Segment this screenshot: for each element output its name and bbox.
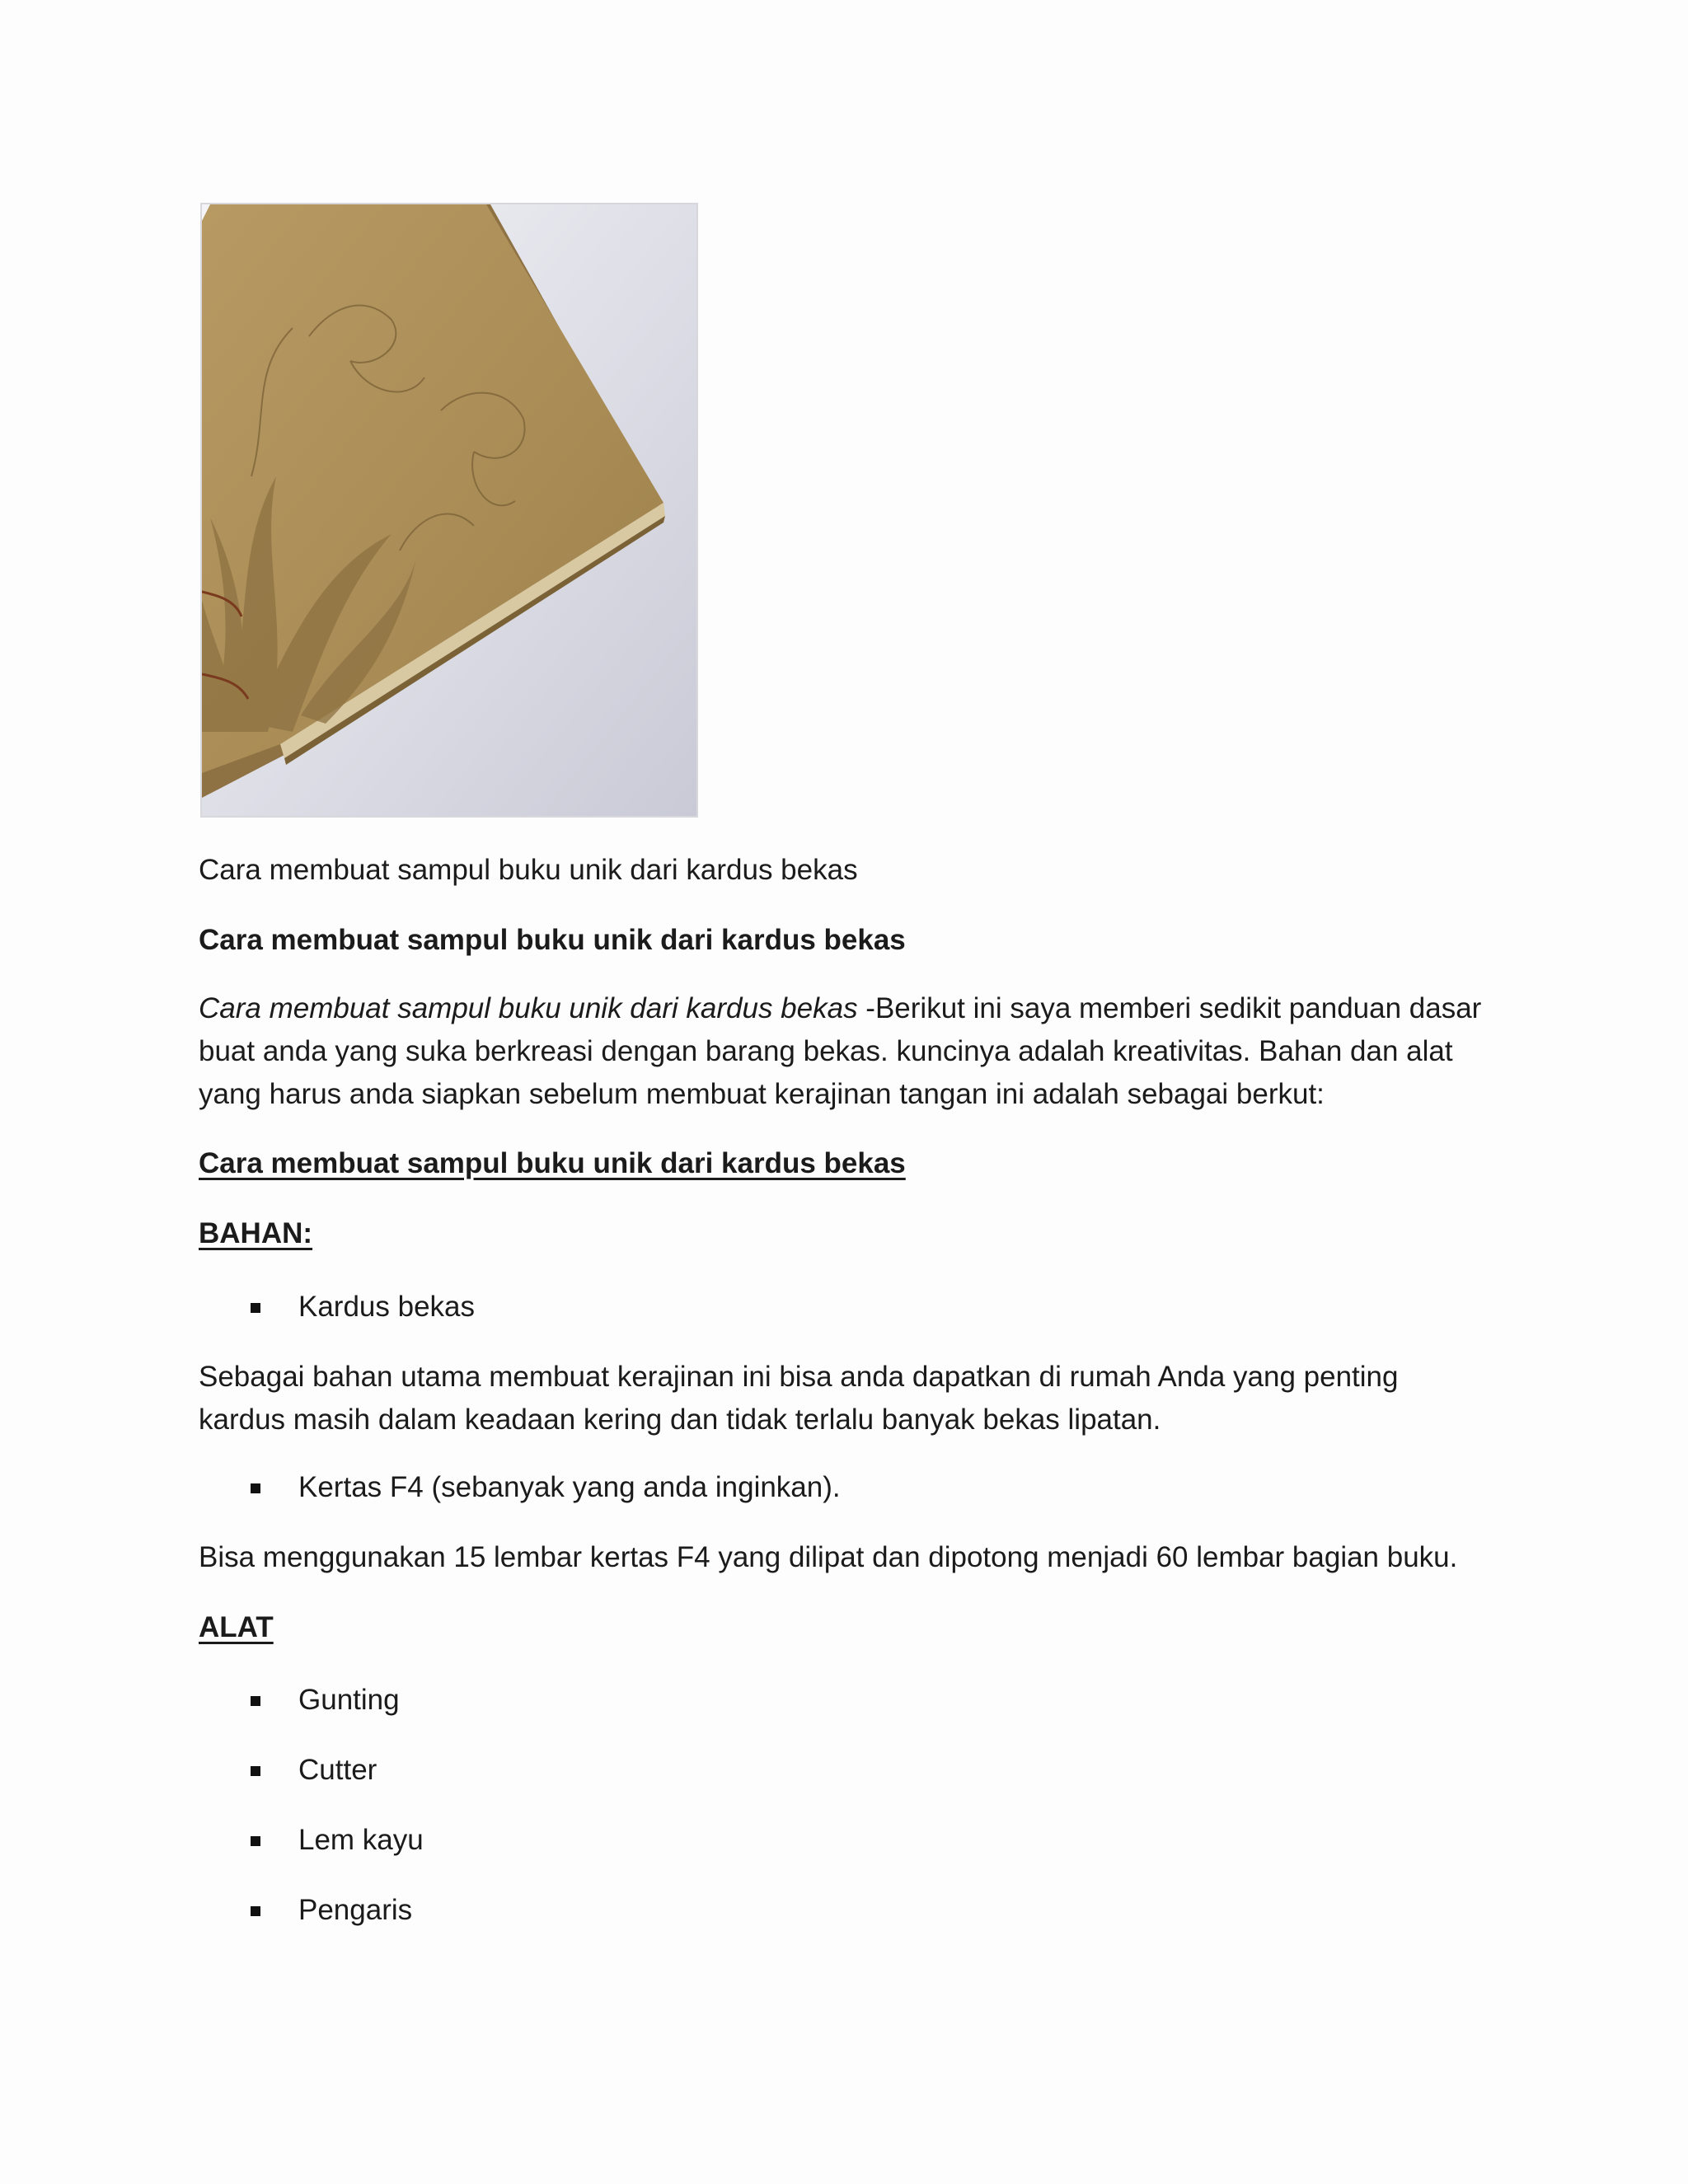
notebook-photo [200, 203, 698, 818]
bullet-icon [251, 1766, 260, 1776]
notebook-photo-icon [202, 204, 696, 816]
bahan-item-kardus: Kardus bekas [298, 1291, 476, 1323]
image-caption: Cara membuat sampul buku unik dari kardus bekas [199, 854, 858, 886]
bullet-icon [251, 1906, 260, 1916]
bullet-icon [251, 1483, 260, 1493]
alat-item: Cutter [298, 1754, 377, 1786]
intro-body: -Berikut ini saya memberi sedikit panduan dasar buat anda yang suka berkreasi dengan barang bekas. kuncinya adalah kreativitas. Bahan dan alat yang harus anda siapkan sebelum membuat kerajinan tangan ini adalah sebagai berkut: [199, 992, 1482, 1110]
bullet-icon [251, 1303, 260, 1313]
section-heading-underlined: Cara membuat sampul buku unik dari kardus bekas [199, 1147, 906, 1179]
intro-paragraph [199, 987, 1484, 1116]
bullet-icon [251, 1836, 260, 1846]
bahan-desc-kertas: Bisa menggunakan 15 lembar kertas F4 yang dilipat dan dipotong menjadi 60 lembar bagian buku. [199, 1541, 1458, 1573]
alat-item: Lem kayu [298, 1824, 424, 1856]
alat-item: Pengaris [298, 1894, 413, 1926]
bahan-desc-kardus: Sebagai bahan utama membuat kerajinan ini bisa anda dapatkan di rumah Anda yang penting kardus masih dalam keadaan kering dan tidak terlalu banyak bekas lipatan. [199, 1361, 1399, 1436]
alat-item: Gunting [298, 1684, 400, 1716]
bahan-item-kertas: Kertas F4 (sebanyak yang anda inginkan). [298, 1471, 841, 1503]
intro-italic-lead: Cara membuat sampul buku unik dari kardus bekas [199, 992, 858, 1024]
bullet-icon [251, 1696, 260, 1706]
page-title: Cara membuat sampul buku unik dari kardus bekas [199, 924, 906, 956]
bahan-heading: BAHAN: [199, 1217, 313, 1249]
alat-heading: ALAT [199, 1611, 274, 1643]
